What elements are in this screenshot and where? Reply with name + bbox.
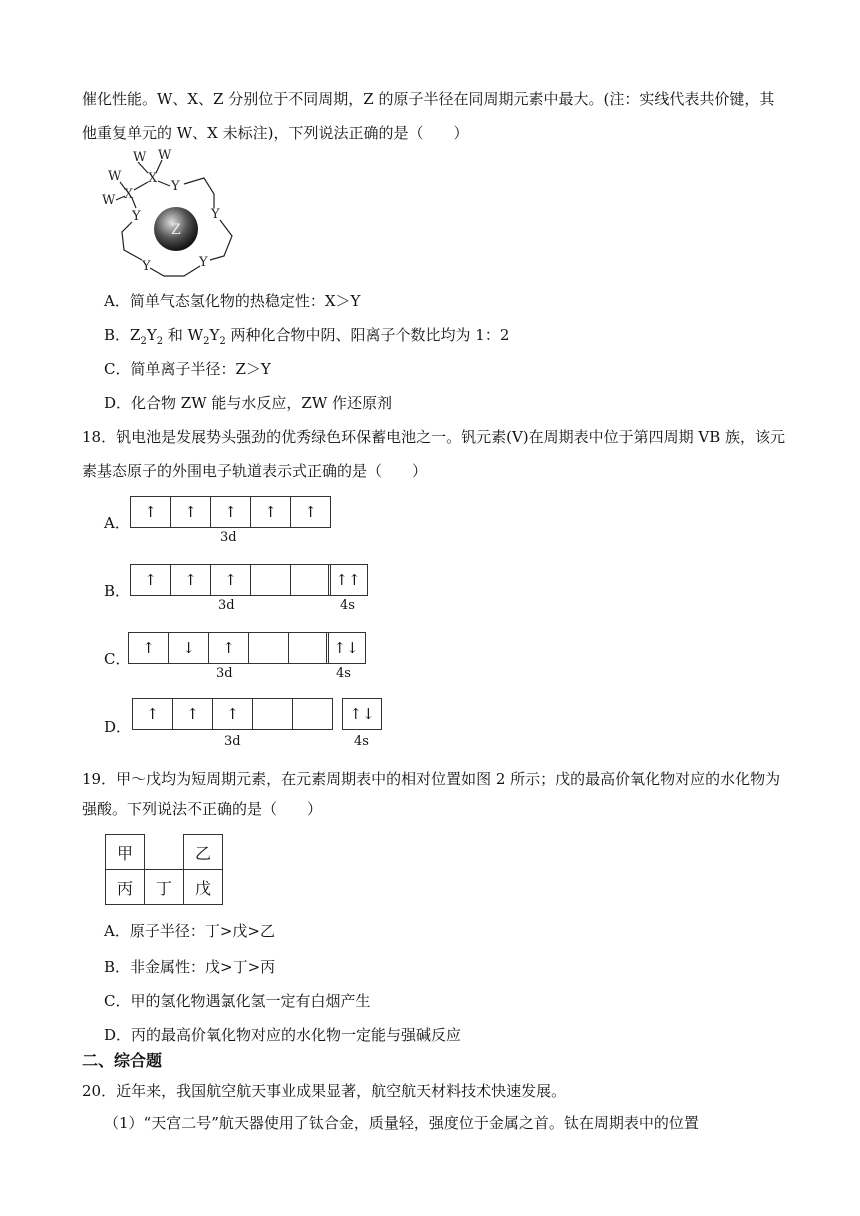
q18-option-d-4s-label: 4s — [354, 734, 369, 749]
q18-option-c-letter: C． — [104, 650, 131, 668]
q18-option-d-4s-orbital: ↑↓ — [342, 698, 382, 730]
section-title: 二、综合题 — [82, 1051, 163, 1070]
q18-option-c-3d-orbitals: ↑ ↓ ↑ — [128, 632, 329, 664]
q17-option-a: A．简单气态氢化物的热稳定性：X＞Y — [104, 292, 361, 310]
q18-option-b-4s-label: 4s — [340, 598, 355, 613]
q18-option-c-4s-orbital: ↑↓ — [326, 632, 366, 664]
label-w3: W — [108, 169, 122, 184]
q18-option-b-letter: B． — [104, 582, 131, 600]
q19-option-d: D．丙的最高价氧化物对应的水化物一定能与强碱反应 — [104, 1026, 462, 1044]
q17-text-line1: 催化性能。W、X、Z 分别位于不同周期，Z 的原子半径在同周期元素中最大。(注：实线代表共价键，其 — [82, 90, 775, 108]
label-y4: Y — [199, 255, 208, 270]
cell-bing: 丙 — [106, 870, 145, 905]
q18-option-b-3d-orbitals: ↑ ↑ ↑ — [130, 564, 331, 596]
q18-option-c-3d-label: 3d — [216, 666, 233, 681]
q19-option-b: B．非金属性：戊>丁>丙 — [104, 958, 276, 976]
label-y3: Y — [211, 207, 220, 222]
q20-subquestion-1: （1）“天宫二号”航天器使用了钛合金，质量轻，强度位于金属之首。钛在周期表中的位置 — [104, 1114, 699, 1132]
q17-option-d: D．化合物 ZW 能与水反应，ZW 作还原剂 — [104, 394, 393, 412]
q19-option-a: A．原子半径：丁>戊>乙 — [104, 922, 275, 940]
q18-option-a-3d-orbitals: ↑ ↑ ↑ ↑ ↑ — [130, 496, 331, 528]
q19-text-line1: 19．甲～戊均为短周期元素，在元素周期表中的相对位置如图 2 所示；戊的最高价氧化物对应的水化物为 — [82, 770, 781, 788]
label-z: Z — [171, 222, 181, 238]
cell-yi: 乙 — [184, 835, 223, 870]
q19-option-c: C．甲的氢化物遇氯化氢一定有白烟产生 — [104, 992, 371, 1010]
q18-option-b-4s-orbital: ↑↑ — [328, 564, 368, 596]
cell-jia: 甲 — [106, 835, 145, 870]
q17-text-line2: 他重复单元的 W、X 未标注)，下列说法正确的是（ ） — [82, 124, 469, 142]
crown-ether-structure-diagram — [96, 146, 256, 286]
label-w1: W — [133, 150, 147, 165]
q18-option-a-letter: A． — [104, 514, 130, 532]
q17-option-b: B．$Z_2Y_2$ 和 $W_2Y_2$ 两种化合物中阴、阳离子个数比均为 1：2 — [104, 326, 510, 347]
q18-option-d-3d-orbitals: ↑ ↑ ↑ — [132, 698, 333, 730]
cell-wu: 戊 — [184, 870, 223, 905]
label-w2: W — [158, 148, 172, 163]
q18-option-b-3d-label: 3d — [218, 598, 235, 613]
q20-text-line1: 20．近年来，我国航空航天事业成果显著，航空航天材料技术快速发展。 — [82, 1082, 567, 1100]
label-y2: Y — [132, 209, 141, 224]
label-y1: Y — [171, 179, 180, 194]
q18-option-a-3d-label: 3d — [220, 530, 237, 545]
q18-option-d-3d-label: 3d — [224, 734, 241, 749]
q19-text-line2: 强酸。下列说法不正确的是（ ） — [82, 800, 323, 818]
q18-text-line2: 素基态原子的外围电子轨道表示式正确的是（ ） — [82, 462, 428, 480]
q17-option-c: C．简单离子半径：Z＞Y — [104, 360, 271, 378]
q18-text-line1: 18．钒电池是发展势头强劲的优秀绿色环保蓄电池之一。钒元素(V)在周期表中位于第四周期 VB 族，该元 — [82, 428, 786, 446]
label-x1: X — [148, 171, 158, 186]
q18-option-d-letter: D． — [104, 718, 132, 736]
label-y5: Y — [142, 259, 151, 274]
cell-ding: 丁 — [145, 870, 184, 905]
label-w4: W — [102, 193, 116, 208]
label-x2: X — [124, 187, 134, 202]
periodic-table-fragment — [105, 834, 223, 905]
q18-option-c-4s-label: 4s — [336, 666, 351, 681]
